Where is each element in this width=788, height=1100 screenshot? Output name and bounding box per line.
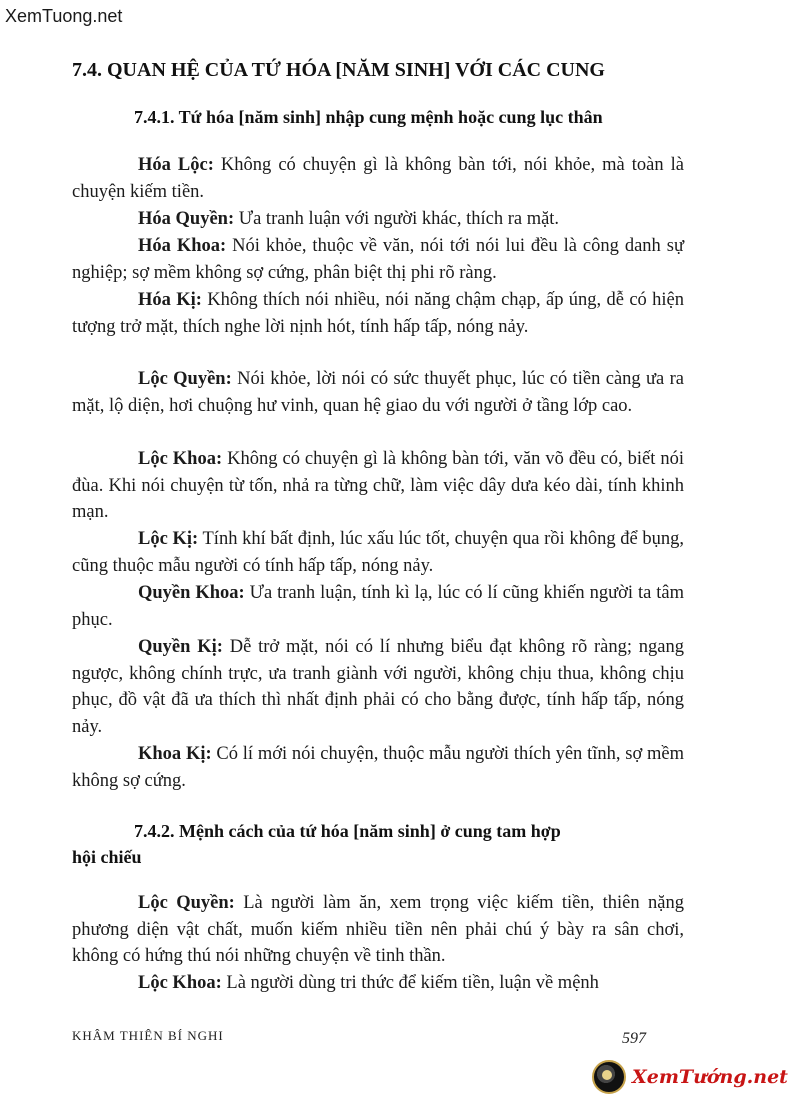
paragraph-text: Tính khí bất định, lúc xấu lúc tốt, chuyện qua rồi không để bụng, cũng thuộc mẫu người có tính hấp tấp, nóng nảy. <box>72 529 684 576</box>
paragraph-lead: Hóa Khoa: <box>138 236 227 256</box>
paragraph <box>72 446 684 526</box>
paragraph-lead: Lộc Quyền: <box>138 369 232 389</box>
chapter-heading: 7.4. QUAN HỆ CỦA TỨ HÓA [NĂM SINH] VỚI CÁC CUNG <box>72 59 605 81</box>
paragraph-text: Là người dùng tri thức để kiếm tiền, luận về mệnh <box>221 973 599 993</box>
paragraph <box>72 206 684 233</box>
paragraph-text: Không thích nói nhiều, nói năng chậm chạp, ấp úng, dễ có hiện tượng trở mặt, thích nghe lời nịnh hót, tính hấp tấp, nóng nảy. <box>72 290 684 337</box>
section-heading-2-line1: 7.4.2. Mệnh cách của tứ hóa [năm sinh] ở cung tam hợp <box>134 821 561 841</box>
yin-yang-icon <box>592 1060 626 1094</box>
paragraph-lead: Hóa Lộc: <box>138 155 214 175</box>
paragraph <box>72 526 684 579</box>
page-number: 597 <box>622 1030 646 1047</box>
paragraph <box>72 152 684 205</box>
paragraph-text: Dễ trở mặt, nói có lí nhưng biểu đạt không rõ ràng; ngang ngược, không chính trực, ưa tranh giành với người, không chịu thua, không chịu phục, đồ vật đã ưa thích thì nhất định phải có cho bằng được, tính hấp tấp, nóng nảy. <box>72 637 685 737</box>
paragraph-text: Nói khỏe, lời nói có sức thuyết phục, lúc có tiền càng ưa ra mặt, lộ diện, hơi chuộng hư vinh, quan hệ giao du với người ở tầng lớp cao. <box>72 369 684 416</box>
paragraph-text: Là người làm ăn, xem trọng việc kiếm tiền, thiên nặng phương diện vật chất, muốn kiếm nhiều tiền nên phải chú ý bày ra sân chơi, không có hứng thú nói những chuyện về tinh thần. <box>72 893 685 966</box>
paragraph-text: Ưa tranh luận với người khác, thích ra mặt. <box>234 209 560 229</box>
section-heading-1: 7.4.1. Tứ hóa [năm sinh] nhập cung mệnh hoặc cung lục thân <box>134 107 603 127</box>
paragraph <box>72 580 684 633</box>
paragraph-lead: Lộc Quyền: <box>138 893 235 913</box>
paragraph-text: Không có chuyện gì là không bàn tới, nói khỏe, mà toàn là chuyện kiếm tiền. <box>72 155 684 202</box>
paragraph-text: Nói khỏe, thuộc về văn, nói tới nói lui đều là công danh sự nghiệp; sợ mềm không sợ cứng, phân biệt thị phi rõ ràng. <box>72 236 684 283</box>
paragraph-lead: Lộc Kị: <box>138 529 199 549</box>
paragraph-text: Có lí mới nói chuyện, thuộc mẫu người thích yên tĩnh, sợ mềm không sợ cứng. <box>72 744 684 791</box>
section-heading-2-line2: hội chiếu <box>72 847 142 867</box>
paragraph-lead: Lộc Khoa: <box>138 449 223 469</box>
site-watermark: XemTuong.net <box>0 4 127 28</box>
site-logo <box>592 1058 788 1096</box>
paragraph-lead: Hóa Quyền: <box>138 209 235 229</box>
paragraph-lead: Quyền Kị: <box>138 637 223 657</box>
paragraph <box>72 890 684 970</box>
paragraph <box>72 741 684 794</box>
running-footer: KHÂM THIÊN BÍ NGHI <box>72 1028 224 1043</box>
paragraph-lead: Lộc Khoa: <box>138 973 222 993</box>
section-heading-2 <box>72 818 694 870</box>
paragraph <box>72 970 684 997</box>
paragraph <box>72 634 684 740</box>
paragraph-lead: Quyền Khoa: <box>138 583 245 603</box>
paragraph-text: Không có chuyện gì là không bàn tới, văn võ đều có, biết nói đùa. Khi nói chuyện từ tốn, nhả ra từng chữ, làm việc dây dưa kéo dài, tính khinh mạn. <box>72 449 685 522</box>
paragraph-text: Ưa tranh luận, tính kì lạ, lúc có lí cũng khiến người ta tâm phục. <box>72 583 684 630</box>
paragraph-lead: Hóa Kị: <box>138 290 202 310</box>
paragraph <box>72 233 684 286</box>
paragraph <box>72 366 684 419</box>
paragraph <box>72 287 684 340</box>
paragraph-lead: Khoa Kị: <box>138 744 212 764</box>
logo-text: XemTướng.net <box>632 1066 788 1088</box>
